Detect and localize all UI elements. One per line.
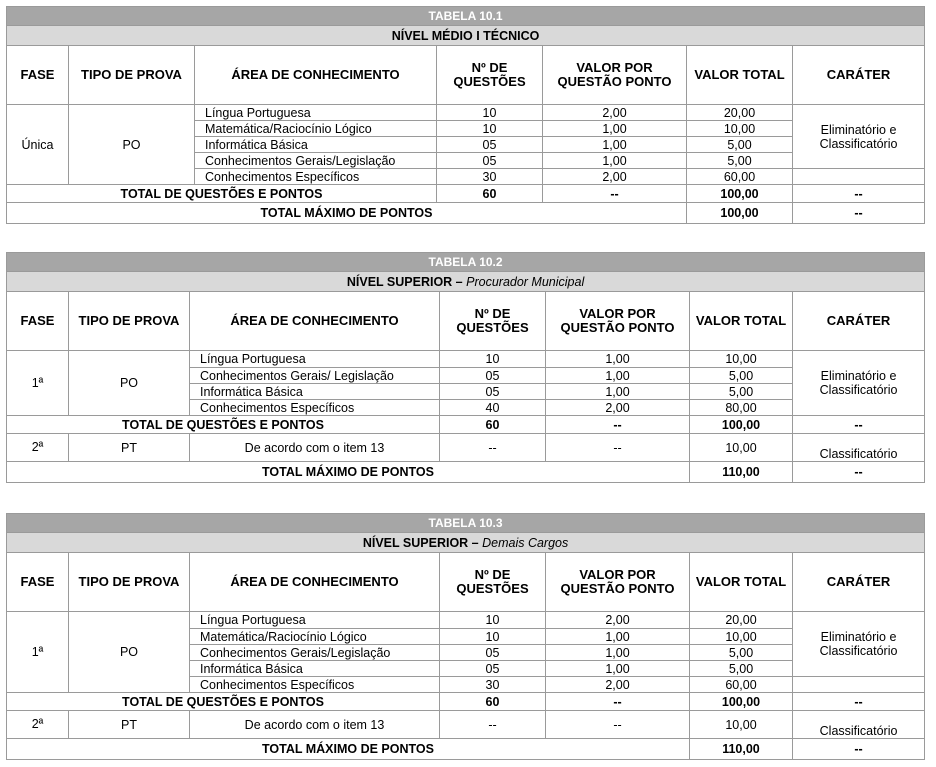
header-fase: FASE <box>7 46 69 105</box>
valor-cell: 1,00 <box>546 384 690 400</box>
tipo-cell: PT <box>69 434 190 462</box>
area-cell: Informática Básica <box>195 137 437 153</box>
header-valor: VALOR POR QUESTÃO PONTO <box>543 46 687 105</box>
questoes-cell: 10 <box>440 351 546 368</box>
valor-cell: 1,00 <box>546 661 690 677</box>
total-cell: 10,00 <box>690 711 793 739</box>
pt-row <box>7 711 925 739</box>
valor-cell: 1,00 <box>546 351 690 368</box>
questoes-cell: 05 <box>440 661 546 677</box>
header-questoes: Nº DE QUESTÕES <box>440 553 546 612</box>
valor-cell: 1,00 <box>543 121 687 137</box>
header-carater: CARÁTER <box>793 553 925 612</box>
total-row <box>7 185 925 203</box>
area-cell: Conhecimentos Gerais/Legislação <box>190 645 440 661</box>
area-cell: Língua Portuguesa <box>190 612 440 629</box>
header-tipo: TIPO DE PROVA <box>69 292 190 351</box>
questoes-cell: -- <box>440 434 546 462</box>
area-cell: Matemática/Raciocínio Lógico <box>190 629 440 645</box>
max-label: TOTAL MÁXIMO DE PONTOS <box>7 203 687 224</box>
table-10-2 <box>6 252 925 483</box>
area-cell: Conhecimentos Gerais/Legislação <box>195 153 437 169</box>
table-subtitle <box>7 272 925 292</box>
fase-cell: 1ª <box>7 351 69 416</box>
questoes-cell: 30 <box>437 169 543 185</box>
header-valor: VALOR POR QUESTÃO PONTO <box>546 553 690 612</box>
total-cell: 10,00 <box>690 351 793 368</box>
valor-cell: 1,00 <box>543 137 687 153</box>
carater-cell: Eliminatório e Classificatório <box>793 105 925 169</box>
total-cell: 5,00 <box>687 153 793 169</box>
subtitle-bold: NÍVEL SUPERIOR – <box>362 535 479 550</box>
max-total: 110,00 <box>690 739 793 760</box>
tipo-cell: PT <box>69 711 190 739</box>
questoes-cell: -- <box>440 711 546 739</box>
empty-cell <box>793 169 925 185</box>
total-cell: 80,00 <box>690 400 793 416</box>
table-title: TABELA 10.2 <box>7 253 925 272</box>
questoes-cell: 05 <box>440 368 546 384</box>
header-area: ÁREA DE CONHECIMENTO <box>190 553 440 612</box>
max-label: TOTAL MÁXIMO DE PONTOS <box>7 739 690 760</box>
header-tipo: TIPO DE PROVA <box>69 553 190 612</box>
valor-cell: 2,00 <box>543 169 687 185</box>
carater-cell: Classificatório <box>793 434 925 462</box>
total-questoes: 60 <box>440 416 546 434</box>
questoes-cell: 10 <box>440 629 546 645</box>
header-total: VALOR TOTAL <box>687 46 793 105</box>
header-fase: FASE <box>7 553 69 612</box>
fase-cell: 1ª <box>7 612 69 693</box>
max-total: 100,00 <box>687 203 793 224</box>
fase-cell: 2ª <box>7 434 69 462</box>
max-label: TOTAL MÁXIMO DE PONTOS <box>7 462 690 483</box>
total-cell: 20,00 <box>687 105 793 121</box>
fase-cell: Única <box>7 105 69 185</box>
total-cell: 5,00 <box>690 368 793 384</box>
total-label: TOTAL DE QUESTÕES E PONTOS <box>7 185 437 203</box>
carater-cell: Classificatório <box>793 711 925 739</box>
total-carater: -- <box>793 693 925 711</box>
total-label: TOTAL DE QUESTÕES E PONTOS <box>7 416 440 434</box>
area-cell: De acordo com o item 13 <box>190 434 440 462</box>
total-row <box>7 416 925 434</box>
area-cell: Língua Portuguesa <box>195 105 437 121</box>
valor-cell: 1,00 <box>546 629 690 645</box>
total-cell: 10,00 <box>690 434 793 462</box>
total-pontos: 100,00 <box>690 693 793 711</box>
total-pontos: 100,00 <box>690 416 793 434</box>
table-title: TABELA 10.1 <box>7 7 925 26</box>
max-row <box>7 203 925 224</box>
valor-cell: 1,00 <box>546 368 690 384</box>
area-cell: Conhecimentos Específicos <box>190 677 440 693</box>
valor-cell: -- <box>546 711 690 739</box>
valor-cell: 2,00 <box>546 677 690 693</box>
max-carater: -- <box>793 739 925 760</box>
table-row <box>7 105 925 121</box>
questoes-cell: 05 <box>437 137 543 153</box>
table-subtitle <box>7 533 925 553</box>
valor-cell: -- <box>546 434 690 462</box>
questoes-cell: 10 <box>437 121 543 137</box>
total-pontos: 100,00 <box>687 185 793 203</box>
area-cell: Conhecimentos Específicos <box>190 400 440 416</box>
total-cell: 20,00 <box>690 612 793 629</box>
total-cell: 60,00 <box>690 677 793 693</box>
table-row <box>7 612 925 629</box>
area-cell: Matemática/Raciocínio Lógico <box>195 121 437 137</box>
total-valor: -- <box>546 416 690 434</box>
header-total: VALOR TOTAL <box>690 292 793 351</box>
area-cell: Informática Básica <box>190 384 440 400</box>
header-valor: VALOR POR QUESTÃO PONTO <box>546 292 690 351</box>
questoes-cell: 40 <box>440 400 546 416</box>
questoes-cell: 05 <box>440 645 546 661</box>
total-questoes: 60 <box>437 185 543 203</box>
valor-cell: 2,00 <box>546 400 690 416</box>
subtitle-italic: Procurador Municipal <box>466 274 585 289</box>
tipo-cell: PO <box>69 351 190 416</box>
fase-cell: 2ª <box>7 711 69 739</box>
valor-cell: 2,00 <box>546 612 690 629</box>
total-valor: -- <box>543 185 687 203</box>
carater-cell: Eliminatório e Classificatório <box>793 612 925 677</box>
total-cell: 5,00 <box>690 661 793 677</box>
subtitle-bold: NÍVEL SUPERIOR – <box>346 274 463 289</box>
total-cell: 60,00 <box>687 169 793 185</box>
total-carater: -- <box>793 416 925 434</box>
max-row <box>7 462 925 483</box>
questoes-cell: 05 <box>437 153 543 169</box>
tipo-cell: PO <box>69 612 190 693</box>
tipo-cell: PO <box>69 105 195 185</box>
header-questoes: Nº DE QUESTÕES <box>440 292 546 351</box>
area-cell: De acordo com o item 13 <box>190 711 440 739</box>
total-questoes: 60 <box>440 693 546 711</box>
area-cell: Língua Portuguesa <box>190 351 440 368</box>
max-carater: -- <box>793 462 925 483</box>
carater-cell: Eliminatório e Classificatório <box>793 351 925 416</box>
max-carater: -- <box>793 203 925 224</box>
total-valor: -- <box>546 693 690 711</box>
header-area: ÁREA DE CONHECIMENTO <box>190 292 440 351</box>
table-10-1 <box>6 6 925 224</box>
valor-cell: 1,00 <box>543 153 687 169</box>
total-carater: -- <box>793 185 925 203</box>
total-row <box>7 693 925 711</box>
area-cell: Conhecimentos Específicos <box>195 169 437 185</box>
header-total: VALOR TOTAL <box>690 553 793 612</box>
header-area: ÁREA DE CONHECIMENTO <box>195 46 437 105</box>
total-cell: 5,00 <box>690 384 793 400</box>
pt-row <box>7 434 925 462</box>
total-cell: 10,00 <box>690 629 793 645</box>
valor-cell: 1,00 <box>546 645 690 661</box>
area-cell: Conhecimentos Gerais/ Legislação <box>190 368 440 384</box>
questoes-cell: 10 <box>437 105 543 121</box>
total-cell: 10,00 <box>687 121 793 137</box>
header-carater: CARÁTER <box>793 46 925 105</box>
table-10-3 <box>6 513 925 760</box>
total-cell: 5,00 <box>687 137 793 153</box>
subtitle-italic: Demais Cargos <box>482 535 569 550</box>
header-questoes: Nº DE QUESTÕES <box>437 46 543 105</box>
max-row <box>7 739 925 760</box>
empty-cell <box>793 677 925 693</box>
max-total: 110,00 <box>690 462 793 483</box>
total-cell: 5,00 <box>690 645 793 661</box>
table-subtitle: NÍVEL MÉDIO I TÉCNICO <box>7 26 925 46</box>
table-row <box>7 351 925 368</box>
questoes-cell: 10 <box>440 612 546 629</box>
table-title: TABELA 10.3 <box>7 514 925 533</box>
header-fase: FASE <box>7 292 69 351</box>
questoes-cell: 30 <box>440 677 546 693</box>
header-carater: CARÁTER <box>793 292 925 351</box>
total-label: TOTAL DE QUESTÕES E PONTOS <box>7 693 440 711</box>
valor-cell: 2,00 <box>543 105 687 121</box>
area-cell: Informática Básica <box>190 661 440 677</box>
questoes-cell: 05 <box>440 384 546 400</box>
header-tipo: TIPO DE PROVA <box>69 46 195 105</box>
